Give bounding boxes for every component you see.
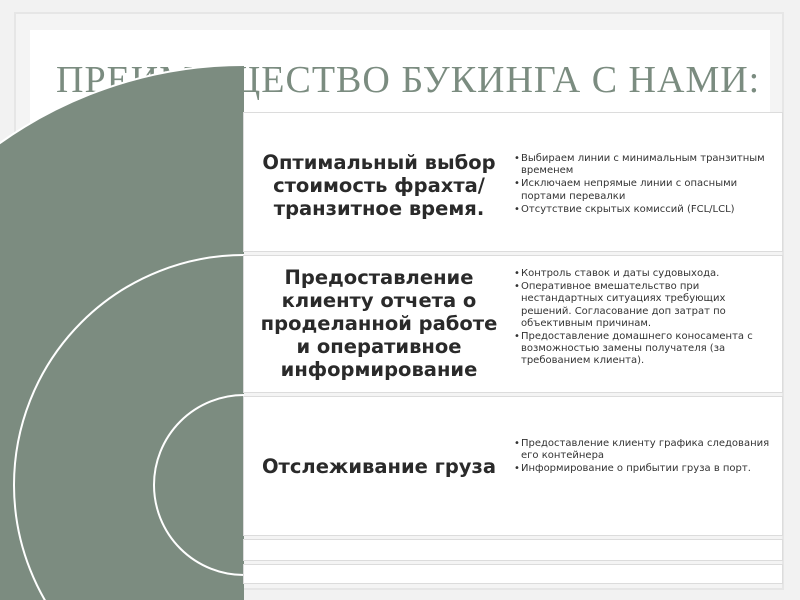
bullet-item: • Предоставление клиенту графика следования его контейнера	[514, 438, 770, 462]
section-panel-freight	[243, 112, 783, 252]
bullet-item: • Оперативное вмешательство при нестандартных ситуациях требующих решений. Согласование доп затрат по объективным причинам.	[514, 281, 726, 329]
bullet-item: • Выбираем линии с минимальным транзитным временем	[514, 153, 765, 177]
section-bullet-list	[514, 268, 776, 369]
section-panel-reporting	[243, 255, 783, 393]
section-heading: Отслеживание груза	[261, 455, 496, 478]
section-panel-tracking	[243, 396, 783, 536]
bullet-item: • Отсутствие скрытых комиссий (FCL/LCL)	[514, 203, 735, 215]
section-heading: Оптимальный выбор стоимость фрахта/ транзитное время.	[262, 151, 496, 220]
section-bullet-list	[514, 153, 776, 217]
section-bullet-list	[514, 438, 776, 477]
bullet-item: • Контроль ставок и даты судовыхода.	[514, 268, 720, 279]
decorative-stripe	[243, 539, 783, 561]
slide-title: ПРЕИМУЩЕСТВО БУКИНГА С НАМИ:	[56, 59, 761, 101]
bullet-item: • Исключаем непрямые линии с опасными портами перевалки	[514, 178, 738, 202]
bullet-item: • Предоставление домашнего коносамента с возможностью замены получателя (за требованием клиента).	[514, 331, 753, 367]
bullet-item: • Информирование о прибытии груза в порт.	[514, 463, 751, 475]
section-heading: Предоставление клиенту отчета о проделанной работе и оперативное информирование	[260, 266, 498, 381]
decorative-stripe	[243, 564, 783, 584]
